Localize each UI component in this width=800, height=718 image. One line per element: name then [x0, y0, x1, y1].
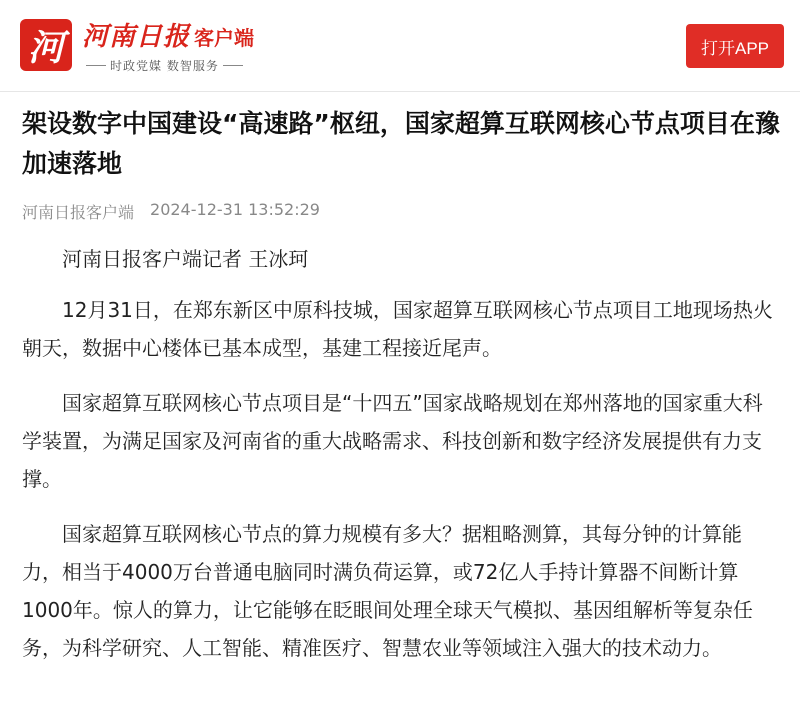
logo-brand: 河南日报 [82, 22, 191, 52]
article-datetime: 2024-12-31 13:52:29 [150, 200, 320, 219]
article-paragraph: 国家超算互联网核心节点项目是“十四五”国家战略规划在郑州落地的国家重大科学装置，为满足国家及河南省的重大战略需求、科技创新和数字经济发展提供有力支撑。 [22, 391, 763, 491]
app-logo[interactable] [20, 14, 254, 76]
slogan-text: 时政党媒 数智服务 [110, 59, 219, 73]
article-title: 架设数字中国建设“高速路”枢纽，国家超算互联网核心节点项目在豫加速落地 [22, 109, 780, 178]
slogan-dash-right [223, 65, 243, 66]
article-source: 河南日报客户端 [22, 203, 135, 222]
open-app-button[interactable]: 打开APP [686, 24, 784, 68]
top-bar [0, 0, 800, 92]
logo-suffix: 客户端 [194, 26, 255, 50]
logo-name [82, 16, 254, 53]
article-body [22, 240, 780, 684]
logo-slogan [82, 57, 254, 74]
article-meta [22, 200, 320, 223]
article-paragraph: 国家超算互联网核心节点的算力规模有多大？据粗略测算，其每分钟的计算能力，相当于4000万台普通电脑同时满负荷运算，或72亿人手持计算器不间断计算1000年。惊人的算力，让它能够在眨眼间处理全球天气模拟、基因组解析等复杂任务，为科学研究、人工智能、精准医疗、智慧农业等领域注入强大的技术动力。 [22, 522, 753, 660]
slogan-dash-left [86, 65, 106, 66]
logo-mark-icon: 河 [20, 19, 72, 71]
article-paragraph: 12月31日，在郑东新区中原科技城，国家超算互联网核心节点项目工地现场热火朝天，数据中心楼体已基本成型，基建工程接近尾声。 [22, 298, 773, 360]
article-byline: 河南日报客户端记者 王冰珂 [62, 247, 309, 271]
logo-text [82, 16, 254, 74]
